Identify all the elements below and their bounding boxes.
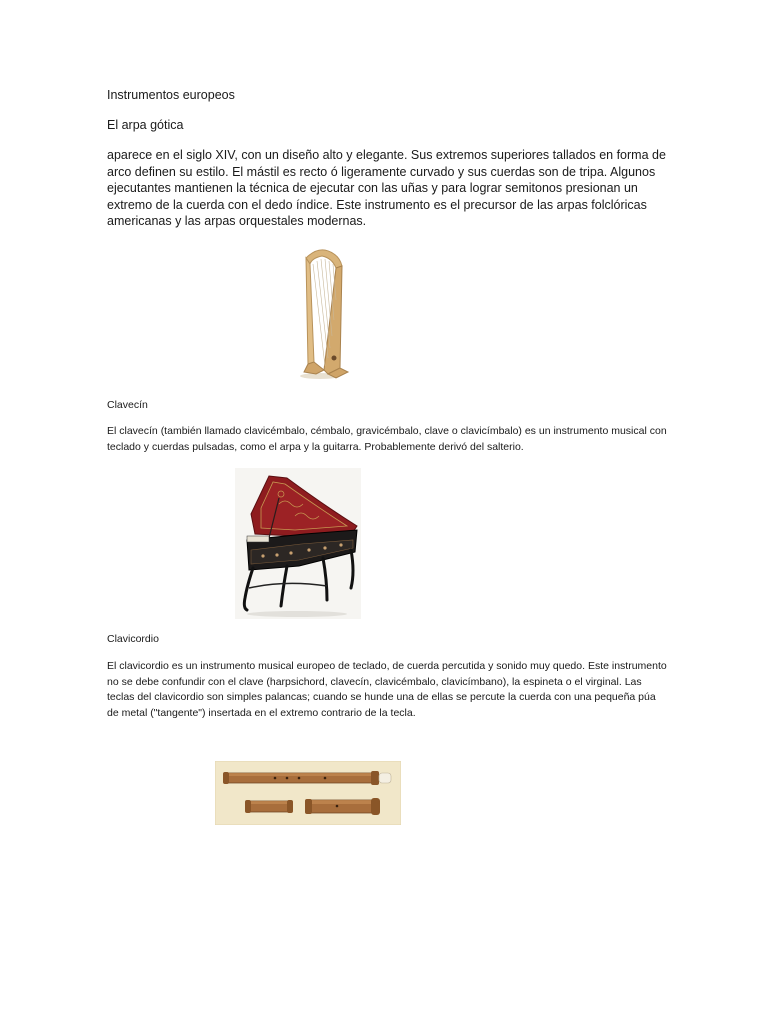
section-heading-gothic-harp: El arpa gótica [107,118,184,132]
gothic-harp-image [280,240,360,382]
harpsichord-image [235,468,361,619]
section-body-harpsichord: El clavecín (también llamado clavicémbalo, cémbalo, gravicémbalo, clave o clavicímbalo) es un instrumento musical con teclado y cuerdas pulsadas, como el arpa y la guitarra. Probablemente derivó del salterio. [107,425,667,453]
wooden-flute-image [215,761,401,825]
section-body-gothic-harp: aparece en el siglo XIV, con un diseño alto y elegante. Sus extremos superiores tallados en forma de arco definen su estilo. El mástil es recto ó ligeramente curvado y sus cuerdas son de tripa. Algunos ejecutantes mantienen la técnica de ejecutar con las uñas y para lograr semitonos presionan un extremo de la cuerda con el dedo índice. Este instrumento es el precursor de las arpas folclóricas americanas y las arpas orquestales modernas. [107,148,666,229]
section-heading-harpsichord: Clavecín [107,399,148,411]
section-body-clavichord: El clavicordio es un instrumento musical europeo de teclado, de cuerda percutida y sonido muy quedo. Este instrumento no se debe confundir con el clave (harpsichord, clavecín, clavicémbalo, clavicímbano), la espineta o el virginal. Las teclas del clavicordio son simples palancas; cuando se hunde una de ellas se percute la cuerda con una pequeña púa de metal ("tangente") insertada en el extremo contrario de la tecla. [107,660,667,719]
document-title: Instrumentos europeos [107,88,235,102]
section-heading-clavichord: Clavicordio [107,633,159,645]
